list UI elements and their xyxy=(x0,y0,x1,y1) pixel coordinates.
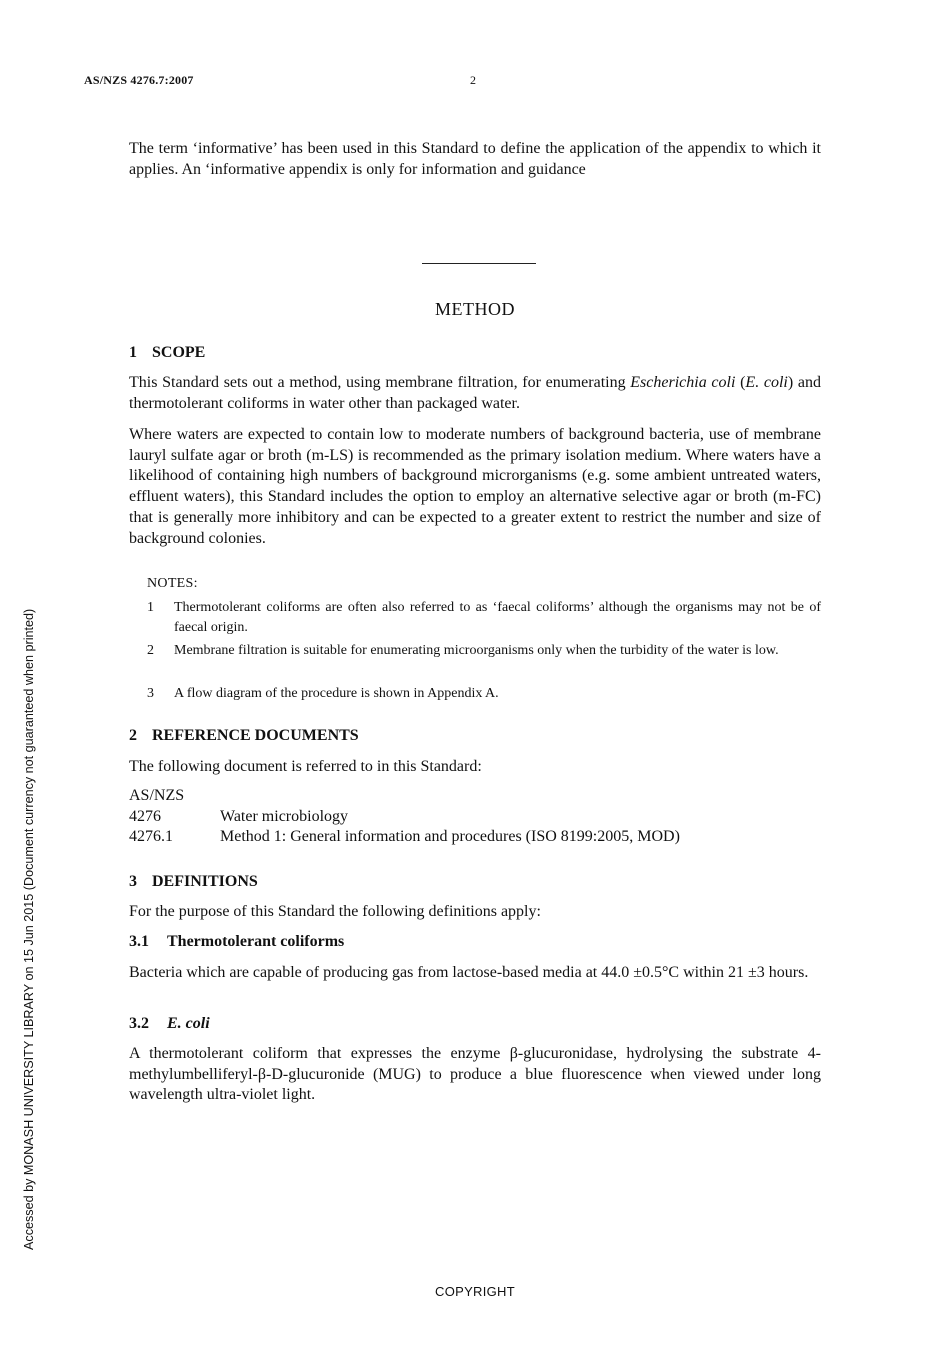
reference-row: 4276.1 Method 1: General information and procedures (ISO 8199:2005, MOD) xyxy=(129,828,680,845)
scope-heading xyxy=(129,344,205,362)
document-identifier: AS/NZS 4276.7:2007 xyxy=(84,73,194,87)
definitions-intro: For the purpose of this Standard the following definitions apply: xyxy=(129,903,541,920)
scope-paragraph-1: This Standard sets out a method, using membrane filtration, for enumerating Escherichia coli (E. coli) and thermotolerant coliforms in water other than packaged water. xyxy=(129,374,822,412)
notes-label: NOTES: xyxy=(147,576,198,591)
method-title: METHOD xyxy=(435,299,515,319)
references-heading: 2 REFERENCE DOCUMENTS xyxy=(129,727,359,744)
scope-title: SCOPE xyxy=(152,344,206,361)
references-intro: The following document is referred to in this Standard: xyxy=(129,758,482,775)
definition-3-1-text: Bacteria which are capable of producing gas from lactose-based media at 44.0 ±0.5°C within 21 ±3 hours. xyxy=(129,964,809,981)
scope-number: 1 xyxy=(129,344,137,361)
access-watermark: Accessed by MONASH UNIVERSITY LIBRARY on 15 Jun 2015 (Document currency not guaranteed when printed) xyxy=(22,608,36,1250)
intro-paragraph: The term ‘informative’ has been used in this Standard to define the application of the appendix to which it applies. An ‘informative appendix is only for information and guidance xyxy=(129,140,821,178)
definition-3-2-heading: 3.2 E. coli xyxy=(129,1015,210,1032)
definition-3-2-text: A thermotolerant coliform that expresses the enzyme β-glucuronidase, hydrolysing the substrate 4-methylumbelliferyl-β-D-glucuronide (MUG) to produce a blue fluorescence when viewed under long wavelength ultra-violet light. xyxy=(129,1045,821,1104)
note-item: 3 A flow diagram of the procedure is shown in Appendix A. xyxy=(147,686,499,701)
definition-3-1-heading: 3.1 Thermotolerant coliforms xyxy=(129,933,345,950)
note-item: 1 Thermotolerant coliforms are often also referred to as ‘faecal coliforms’ although the organisms may not be of faecal origin. xyxy=(147,600,821,635)
copyright-footer: COPYRIGHT xyxy=(435,1284,515,1299)
note-item: 2 Membrane filtration is suitable for enumerating microorganisms only when the turbidity of the water is low. xyxy=(147,643,779,658)
page-number: 2 xyxy=(470,73,476,87)
definitions-heading: 3 DEFINITIONS xyxy=(129,873,258,890)
section-divider xyxy=(422,263,536,264)
reference-row: 4276 Water microbiology xyxy=(129,808,349,825)
scope-paragraph-2: Where waters are expected to contain low to moderate numbers of background bacteria, use of membrane lauryl sulfate agar or broth (m-LS) is recommended as the primary isolation medium. Where waters have a likelihood of containing high numbers of background microrganisms (e.g. some ambient untreated waters, effluent waters), this Standard includes the option to employ an alternative selective agar or broth (m-FC) that is generally more inhibitory and can be expected to a greater extent to restrict the number and size of background colonies. xyxy=(129,426,821,547)
reference-group: AS/NZS xyxy=(129,787,185,804)
